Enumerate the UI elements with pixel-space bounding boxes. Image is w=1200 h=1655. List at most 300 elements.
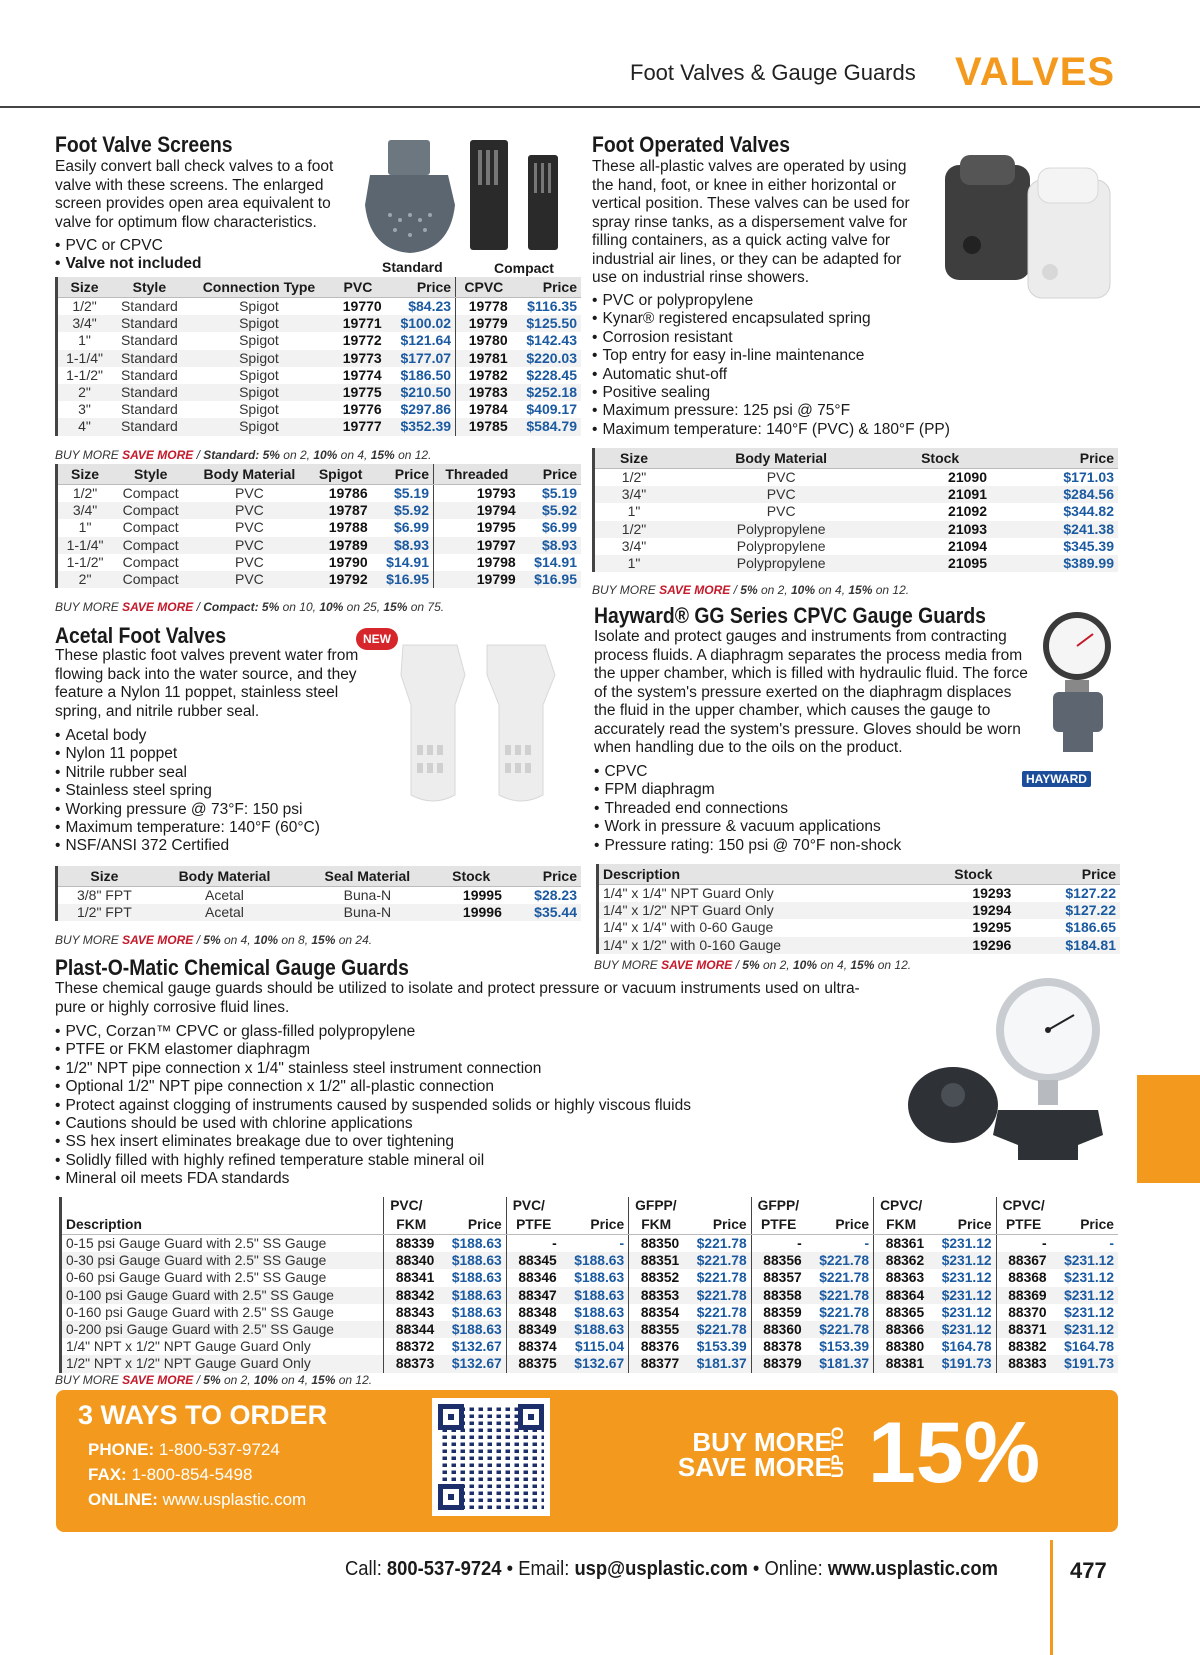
col-header: Size bbox=[58, 866, 151, 887]
table-cell: $132.67 bbox=[451, 1339, 502, 1355]
table-cell: $164.78 bbox=[941, 1339, 992, 1355]
table-cell: 21092 bbox=[948, 503, 987, 520]
col-header: PVC bbox=[330, 277, 385, 298]
table-cell: 88360 bbox=[751, 1321, 806, 1338]
bullet: • Top entry for easy in-line maintenance bbox=[592, 347, 950, 365]
col-header: Price bbox=[438, 1215, 506, 1235]
col-header: FKM bbox=[629, 1215, 684, 1235]
bullet: • Mineral oil meets FDA standards bbox=[55, 1170, 691, 1188]
table-cell: 88340 bbox=[384, 1252, 439, 1269]
table-cell: 88379 bbox=[751, 1355, 806, 1372]
table-cell: 19788 bbox=[328, 519, 368, 536]
table-cell: $188.63 bbox=[438, 1252, 506, 1269]
table-cell: 19996 bbox=[437, 904, 506, 921]
bullet: • Stainless steel spring bbox=[55, 782, 320, 800]
table-cell: $16.95 bbox=[520, 571, 581, 588]
plast-bullets bbox=[55, 1023, 691, 1189]
footer-website[interactable]: www.usplastic.com bbox=[827, 1558, 998, 1580]
table-cell: $188.63 bbox=[561, 1252, 629, 1269]
table-cell: 88358 bbox=[751, 1287, 806, 1304]
table-cell: $181.37 bbox=[683, 1355, 751, 1372]
table-cell: Buna-N bbox=[343, 887, 392, 903]
table-row bbox=[599, 937, 1120, 954]
table-cell: 19777 bbox=[330, 418, 385, 435]
table-cell: 19294 bbox=[931, 902, 1015, 919]
bullet: • Optional 1/2" NPT pipe connection x 1/2" all-plastic connection bbox=[55, 1078, 691, 1096]
hayward-bullets bbox=[594, 763, 901, 855]
table-cell: 21094 bbox=[948, 537, 987, 554]
table-row bbox=[58, 571, 581, 588]
table-cell: $221.78 bbox=[696, 1236, 747, 1251]
bullet: • Pressure rating: 150 psi @ 70°F non-shock bbox=[594, 837, 901, 855]
table-cell: 1" bbox=[595, 555, 673, 572]
table-cell: $188.63 bbox=[561, 1287, 629, 1304]
col-header: Stock bbox=[437, 866, 506, 887]
col-header: Price bbox=[561, 1215, 629, 1235]
plast-o-matic-title: Plast-O-Matic Chemical Gauge Guards bbox=[55, 955, 409, 980]
bullet: • Threaded end connections bbox=[594, 800, 901, 818]
col-header: Price bbox=[512, 277, 581, 298]
table-cell: $188.63 bbox=[438, 1321, 506, 1338]
table-row bbox=[58, 367, 581, 384]
page-number: 477 bbox=[1070, 1558, 1107, 1583]
table-cell: 88355 bbox=[629, 1321, 684, 1338]
col-header: Price bbox=[928, 1215, 996, 1235]
order-phone[interactable]: PHONE: 1-800-537-9724 bbox=[88, 1440, 280, 1459]
table-cell: 88380 bbox=[874, 1338, 929, 1355]
bullet: • FPM diaphragm bbox=[594, 781, 901, 799]
table-cell: $186.65 bbox=[1065, 919, 1116, 936]
table-cell: $220.03 bbox=[512, 350, 581, 367]
group-header: CPVC/ bbox=[874, 1197, 996, 1215]
hayward-gauge-guard-image bbox=[1035, 610, 1120, 760]
table-row bbox=[595, 486, 1118, 503]
table-row bbox=[58, 401, 581, 418]
table-cell: 88366 bbox=[874, 1321, 929, 1338]
promo-percent: 15% bbox=[868, 1405, 1041, 1501]
foot-valve-screens-bullets bbox=[55, 237, 202, 274]
table-cell: 19780 bbox=[456, 332, 512, 349]
table-row bbox=[58, 904, 581, 921]
table-cell: 88344 bbox=[384, 1321, 439, 1338]
table-cell: Compact bbox=[122, 485, 179, 501]
buy-more-compact: BUY MORE SAVE MORE / Compact: 5% on 10, 10% on 25, 15% on 75. bbox=[55, 600, 445, 614]
table-cell: PVC bbox=[189, 537, 309, 554]
table-cell: 88339 bbox=[384, 1235, 439, 1253]
table-cell: 88378 bbox=[751, 1338, 806, 1355]
col-header: Description bbox=[599, 864, 931, 885]
plast-gauge-guard-image bbox=[898, 975, 1113, 1165]
table-cell: 88348 bbox=[506, 1304, 561, 1321]
table-cell: 19795 bbox=[434, 519, 520, 536]
table-row bbox=[599, 919, 1120, 936]
bullet: • NSF/ANSI 372 Certified bbox=[55, 837, 320, 855]
table-cell: $184.81 bbox=[1015, 937, 1120, 954]
table-cell: $231.12 bbox=[1064, 1304, 1114, 1320]
table-cell: 1" bbox=[78, 332, 91, 349]
table-cell: Buna-N bbox=[298, 904, 436, 921]
table-row bbox=[62, 1235, 1118, 1253]
table-cell: $132.67 bbox=[438, 1355, 506, 1372]
table-cell: 88377 bbox=[629, 1355, 684, 1372]
page-section-title: VALVES bbox=[955, 50, 1116, 94]
table-cell: Spigot bbox=[188, 418, 331, 435]
acetal-bullets bbox=[55, 727, 320, 856]
table-cell: 19774 bbox=[342, 366, 382, 383]
table-cell: $188.63 bbox=[574, 1304, 625, 1320]
table-cell: 88354 bbox=[629, 1304, 684, 1321]
bullet: • Maximum pressure: 125 psi @ 75°F bbox=[592, 402, 950, 420]
table-cell: 19787 bbox=[310, 502, 372, 519]
table-cell: $84.23 bbox=[408, 298, 452, 314]
col-header: Style bbox=[111, 277, 188, 298]
col-header: Price bbox=[806, 1215, 874, 1235]
table-cell: $132.67 bbox=[561, 1355, 629, 1372]
table-cell: $142.43 bbox=[526, 332, 577, 349]
table-cell: 21091 bbox=[889, 486, 991, 503]
table-cell: 19784 bbox=[456, 401, 512, 418]
table-cell: $6.99 bbox=[541, 519, 577, 536]
table-cell: 19786 bbox=[328, 485, 368, 501]
table-cell: 88361 bbox=[874, 1235, 929, 1253]
table-cell: 1" bbox=[78, 519, 92, 536]
table-cell: 3" bbox=[78, 401, 91, 418]
table-cell: Compact bbox=[122, 519, 179, 536]
table-cell: PVC bbox=[234, 519, 264, 536]
table-cell: $221.78 bbox=[819, 1270, 870, 1286]
table-row bbox=[62, 1252, 1118, 1269]
image-label-compact: Compact bbox=[494, 260, 554, 276]
table-cell: $231.12 bbox=[928, 1287, 996, 1304]
table-row bbox=[58, 502, 581, 519]
buy-more-plast: BUY MORE SAVE MORE / 5% on 2, 10% on 4, 15% on 12. bbox=[55, 1373, 373, 1387]
col-header: PTFE bbox=[751, 1215, 806, 1235]
bullet: • Kynar® registered encapsulated spring bbox=[592, 310, 950, 328]
table-row bbox=[62, 1287, 1118, 1304]
footer-email[interactable]: usp@usplastic.com bbox=[574, 1558, 748, 1580]
order-online[interactable]: ONLINE: www.usplastic.com bbox=[88, 1490, 307, 1509]
table-cell: 88383 bbox=[996, 1355, 1051, 1372]
table-cell: 88349 bbox=[506, 1321, 561, 1338]
bullet: • Acetal body bbox=[55, 727, 320, 745]
table-cell: 21090 bbox=[948, 469, 987, 485]
table-cell: PVC bbox=[673, 486, 889, 503]
table-row bbox=[595, 538, 1118, 555]
bullet: • Maximum temperature: 140°F (PVC) & 180°F (PP) bbox=[592, 421, 950, 439]
col-header: PTFE bbox=[996, 1215, 1051, 1235]
table-cell: 88372 bbox=[384, 1338, 439, 1355]
table-row bbox=[595, 469, 1118, 487]
table-row bbox=[58, 485, 581, 503]
table-cell: Polypropylene bbox=[736, 537, 826, 554]
col-header: Connection Type bbox=[188, 277, 331, 298]
table-cell: $344.82 bbox=[1063, 503, 1114, 520]
table-cell: $16.95 bbox=[372, 571, 434, 588]
table-cell: 19770 bbox=[342, 298, 382, 314]
table-cell: 19772 bbox=[342, 332, 382, 349]
foot-valve-standard-table bbox=[55, 277, 581, 436]
table-row bbox=[58, 350, 581, 367]
table-row bbox=[595, 555, 1118, 572]
col-header: Description bbox=[62, 1215, 384, 1235]
table-cell: $221.78 bbox=[806, 1287, 874, 1304]
table-row bbox=[58, 554, 581, 571]
table-cell: - bbox=[506, 1235, 561, 1253]
table-cell: $116.35 bbox=[527, 298, 577, 314]
bullet: • Positive sealing bbox=[592, 384, 950, 402]
col-header: Price bbox=[1015, 864, 1120, 885]
table-cell: Standard bbox=[120, 332, 178, 349]
table-cell: PVC bbox=[189, 571, 309, 588]
col-header: Price bbox=[520, 464, 581, 485]
table-cell: 1-1/4" bbox=[58, 537, 112, 554]
table-cell: 88374 bbox=[506, 1338, 561, 1355]
table-cell: 19776 bbox=[342, 401, 382, 418]
table-cell: 88368 bbox=[996, 1269, 1051, 1286]
order-fax[interactable]: FAX: 1-800-854-5498 bbox=[88, 1465, 253, 1484]
table-cell: 1-1/2" bbox=[66, 366, 103, 383]
qr-code-icon[interactable] bbox=[432, 1398, 550, 1516]
bullet: • Work in pressure & vacuum applications bbox=[594, 818, 901, 836]
table-row bbox=[58, 887, 581, 905]
order-title: 3 WAYS TO ORDER bbox=[78, 1400, 328, 1430]
table-cell: 1/2" bbox=[621, 469, 647, 485]
table-cell: 19785 bbox=[456, 418, 512, 435]
table-cell: 21093 bbox=[889, 521, 991, 538]
table-cell: $228.45 bbox=[526, 366, 577, 383]
table-row bbox=[599, 902, 1120, 919]
table-cell: 88347 bbox=[506, 1287, 561, 1304]
table-cell: $164.78 bbox=[1064, 1339, 1114, 1355]
table-cell: $231.12 bbox=[1064, 1270, 1114, 1286]
table-cell: 88369 bbox=[996, 1287, 1051, 1304]
table-cell: $171.03 bbox=[1063, 469, 1114, 485]
table-cell: $5.92 bbox=[520, 502, 581, 519]
table-cell: Acetal bbox=[151, 904, 298, 921]
table-cell: Compact bbox=[112, 502, 189, 519]
table-cell: 88342 bbox=[384, 1287, 439, 1304]
table-cell: $5.19 bbox=[393, 485, 429, 501]
table-cell: 88343 bbox=[384, 1304, 439, 1321]
table-cell: $210.50 bbox=[386, 384, 456, 401]
table-cell: 1/2" NPT x 1/2" NPT Gauge Guard Only bbox=[62, 1355, 384, 1372]
table-cell: 88362 bbox=[874, 1252, 929, 1269]
table-cell: - bbox=[751, 1235, 806, 1253]
table-cell: - bbox=[619, 1236, 625, 1251]
footer-phone[interactable]: 800-537-9724 bbox=[386, 1558, 502, 1580]
table-cell: Standard bbox=[120, 366, 178, 383]
table-cell: 88382 bbox=[996, 1338, 1051, 1355]
table-cell: 88376 bbox=[629, 1338, 684, 1355]
acetal-table bbox=[55, 866, 581, 921]
table-cell: 88356 bbox=[751, 1252, 806, 1269]
table-cell: $125.50 bbox=[512, 315, 581, 332]
table-cell: 1/2" FPT bbox=[58, 904, 151, 921]
table-cell: 88350 bbox=[629, 1235, 684, 1253]
table-cell: 19781 bbox=[456, 350, 512, 367]
table-cell: 88365 bbox=[874, 1304, 929, 1321]
hayward-desc: Isolate and protect gauges and instruments from contracting process fluids. A diaphragm separates the process media from the upper chamber, which is filled with hydraulic fluid. The force of the system's pressure exerted on the diaphragm displaces the fluid in the upper chamber, which causes the gauge to accurately read the system's pressure. Gloves should be worn when handling due to the oils on the product. bbox=[594, 628, 1028, 756]
table-cell: 19797 bbox=[434, 537, 520, 554]
col-header: Stock bbox=[889, 448, 991, 469]
table-cell: $252.18 bbox=[512, 384, 581, 401]
table-cell: 88364 bbox=[874, 1287, 929, 1304]
foot-valve-screens-desc: Easily convert ball check valves to a foot valve with these screens. The enlarged screen provides open area equivalent to valve for optimum flow characteristics. bbox=[55, 158, 334, 231]
table-cell: 1" bbox=[627, 503, 641, 520]
table-cell: - bbox=[1109, 1236, 1114, 1251]
table-cell: 3/8" FPT bbox=[76, 887, 132, 903]
table-cell: 19790 bbox=[328, 553, 368, 570]
table-cell: 19771 bbox=[330, 315, 385, 332]
table-cell: 19793 bbox=[434, 485, 520, 503]
table-cell: $584.79 bbox=[512, 418, 581, 435]
foot-valve-screen-image bbox=[360, 135, 580, 260]
table-cell: $14.91 bbox=[386, 553, 429, 570]
table-cell: $5.92 bbox=[372, 502, 434, 519]
col-header: Seal Material bbox=[298, 866, 436, 887]
bullet: • Working pressure @ 73°F: 150 psi bbox=[55, 801, 320, 819]
bullet: • Cautions should be used with chlorine applications bbox=[55, 1115, 691, 1133]
table-cell: 19778 bbox=[456, 298, 512, 316]
table-cell: 1/4" x 1/2" with 0-160 Gauge bbox=[599, 937, 931, 954]
table-cell: Standard bbox=[111, 315, 188, 332]
col-header: Body Material bbox=[673, 448, 889, 469]
table-cell: 88357 bbox=[751, 1269, 806, 1286]
table-cell: Compact bbox=[122, 553, 179, 570]
table-cell: $231.12 bbox=[928, 1321, 996, 1338]
col-header: Size bbox=[58, 277, 111, 298]
promo-up-to: UP TO bbox=[828, 1426, 847, 1478]
table-cell: $153.39 bbox=[819, 1339, 870, 1355]
col-header: Price bbox=[386, 277, 456, 298]
table-row bbox=[599, 885, 1120, 903]
table-cell: 1/2" bbox=[595, 521, 673, 538]
table-cell: PVC bbox=[766, 469, 796, 485]
section-tab bbox=[1137, 1075, 1200, 1183]
table-row bbox=[58, 315, 581, 332]
table-cell: 88346 bbox=[506, 1269, 561, 1286]
table-cell: Spigot bbox=[239, 298, 279, 314]
bullet: • PTFE or FKM elastomer diaphragm bbox=[55, 1041, 691, 1059]
group-header: PVC/ bbox=[506, 1197, 628, 1215]
col-header: Threaded bbox=[434, 464, 520, 485]
plast-desc: These chemical gauge guards should be utilized to isolate and protect pressure or vacuum instruments used on ultra-pure or highly corrosive fluid lines. bbox=[55, 980, 860, 1016]
bullet: • PVC, Corzan™ CPVC or glass-filled polypropylene bbox=[55, 1023, 691, 1041]
table-cell: 88341 bbox=[384, 1269, 439, 1286]
table-cell: 19773 bbox=[330, 350, 385, 367]
table-cell: 2" bbox=[58, 384, 111, 401]
table-cell: 0-160 psi Gauge Guard with 2.5" SS Gauge bbox=[66, 1304, 334, 1320]
table-cell: 21095 bbox=[889, 555, 991, 572]
table-cell: 88367 bbox=[996, 1252, 1051, 1269]
table-cell: 88373 bbox=[384, 1355, 439, 1372]
group-header: CPVC/ bbox=[996, 1197, 1118, 1215]
table-cell: $352.39 bbox=[386, 418, 456, 435]
table-cell: $231.12 bbox=[1051, 1321, 1118, 1338]
page-header-subtitle: Foot Valves & Gauge Guards bbox=[630, 60, 916, 85]
table-cell: $6.99 bbox=[393, 519, 429, 536]
table-cell: 0-200 psi Gauge Guard with 2.5" SS Gauge bbox=[62, 1321, 384, 1338]
footer-contact: Call: 800-537-9724 • Email: usp@usplastic.com • Online: www.usplastic.com bbox=[345, 1558, 998, 1580]
table-cell: 88375 bbox=[506, 1355, 561, 1372]
table-cell: 2" bbox=[58, 571, 112, 588]
table-cell: $231.12 bbox=[941, 1304, 992, 1320]
table-cell: 19775 bbox=[330, 384, 385, 401]
table-cell: 88345 bbox=[506, 1252, 561, 1269]
table-cell: $221.78 bbox=[683, 1321, 751, 1338]
table-cell: 1-1/4" bbox=[58, 350, 111, 367]
table-cell: 0-100 psi Gauge Guard with 2.5" SS Gauge bbox=[62, 1287, 384, 1304]
col-header: FKM bbox=[874, 1215, 929, 1235]
foot-valve-compact-table bbox=[55, 464, 581, 588]
bullet: • Automatic shut-off bbox=[592, 366, 950, 384]
col-header: Price bbox=[506, 866, 581, 887]
table-row bbox=[62, 1321, 1118, 1338]
col-header: Price bbox=[372, 464, 434, 485]
table-cell: 88371 bbox=[996, 1321, 1051, 1338]
table-row bbox=[62, 1304, 1118, 1321]
table-cell: Spigot bbox=[188, 384, 331, 401]
bullet: • PVC or polypropylene bbox=[592, 292, 950, 310]
table-row bbox=[62, 1355, 1118, 1372]
table-cell: $127.22 bbox=[1065, 885, 1116, 901]
table-cell: Polypropylene bbox=[673, 555, 889, 572]
buy-more-hayward: BUY MORE SAVE MORE / 5% on 2, 10% on 4, 15% on 12. bbox=[594, 958, 912, 972]
table-cell: $221.78 bbox=[696, 1304, 747, 1320]
foot-operated-desc: These all-plastic valves are operated by using the hand, foot, or knee in either horizontal or vertical position. These valves can be used for spray rinse tanks, as a dispersement valve for filling containers, as a quick acting valve for industrial air lines, or they can be adapted for use on industrial rinse showers. bbox=[592, 158, 910, 286]
table-cell: $177.07 bbox=[386, 350, 456, 367]
table-cell: $5.19 bbox=[541, 485, 577, 501]
bullet: • Solidly filled with highly refined temperature stable mineral oil bbox=[55, 1152, 691, 1170]
foot-operated-table bbox=[592, 448, 1118, 572]
table-cell: $127.22 bbox=[1015, 902, 1120, 919]
hayward-table bbox=[596, 864, 1120, 954]
table-cell: PVC bbox=[189, 502, 309, 519]
table-cell: 19794 bbox=[434, 502, 520, 519]
buy-more-standard: BUY MORE SAVE MORE / Standard: 5% on 2, 10% on 4, 15% on 12. bbox=[55, 448, 432, 462]
table-row bbox=[58, 418, 581, 435]
table-cell: 1/4" x 1/4" NPT Guard Only bbox=[603, 885, 774, 901]
table-cell: Compact bbox=[112, 537, 189, 554]
table-cell: $297.86 bbox=[400, 401, 452, 418]
table-cell: $100.02 bbox=[386, 315, 456, 332]
table-cell: - bbox=[864, 1236, 870, 1251]
table-cell: 1/2" bbox=[72, 485, 98, 501]
table-cell: 88359 bbox=[751, 1304, 806, 1321]
table-cell: $221.78 bbox=[806, 1321, 874, 1338]
table-cell: PVC bbox=[766, 503, 796, 520]
acetal-desc: These plastic foot valves prevent water from flowing back into the water source, and they feature a Nylon 11 poppet, stainless steel spring, and nitrile rubber seal. bbox=[55, 647, 359, 720]
table-row bbox=[595, 503, 1118, 520]
buy-more-acetal: BUY MORE SAVE MORE / 5% on 4, 10% on 8, 15% on 24. bbox=[55, 933, 373, 947]
table-cell: Compact bbox=[112, 571, 189, 588]
table-cell: 19779 bbox=[456, 315, 512, 332]
table-cell: 88363 bbox=[874, 1269, 929, 1286]
table-cell: Spigot bbox=[239, 332, 279, 349]
foot-operated-bullets bbox=[592, 292, 950, 439]
group-header: PVC/ bbox=[384, 1197, 506, 1215]
foot-operated-valves-title: Foot Operated Valves bbox=[592, 132, 790, 157]
table-cell: $221.78 bbox=[806, 1252, 874, 1269]
table-cell: $28.23 bbox=[534, 887, 577, 903]
table-cell: $153.39 bbox=[696, 1339, 747, 1355]
table-cell: $284.56 bbox=[991, 486, 1118, 503]
table-cell: 88381 bbox=[874, 1355, 929, 1372]
table-cell: 19792 bbox=[310, 571, 372, 588]
table-cell: $389.99 bbox=[991, 555, 1118, 572]
bullet: • CPVC bbox=[594, 763, 901, 781]
table-cell: 19995 bbox=[462, 887, 502, 903]
